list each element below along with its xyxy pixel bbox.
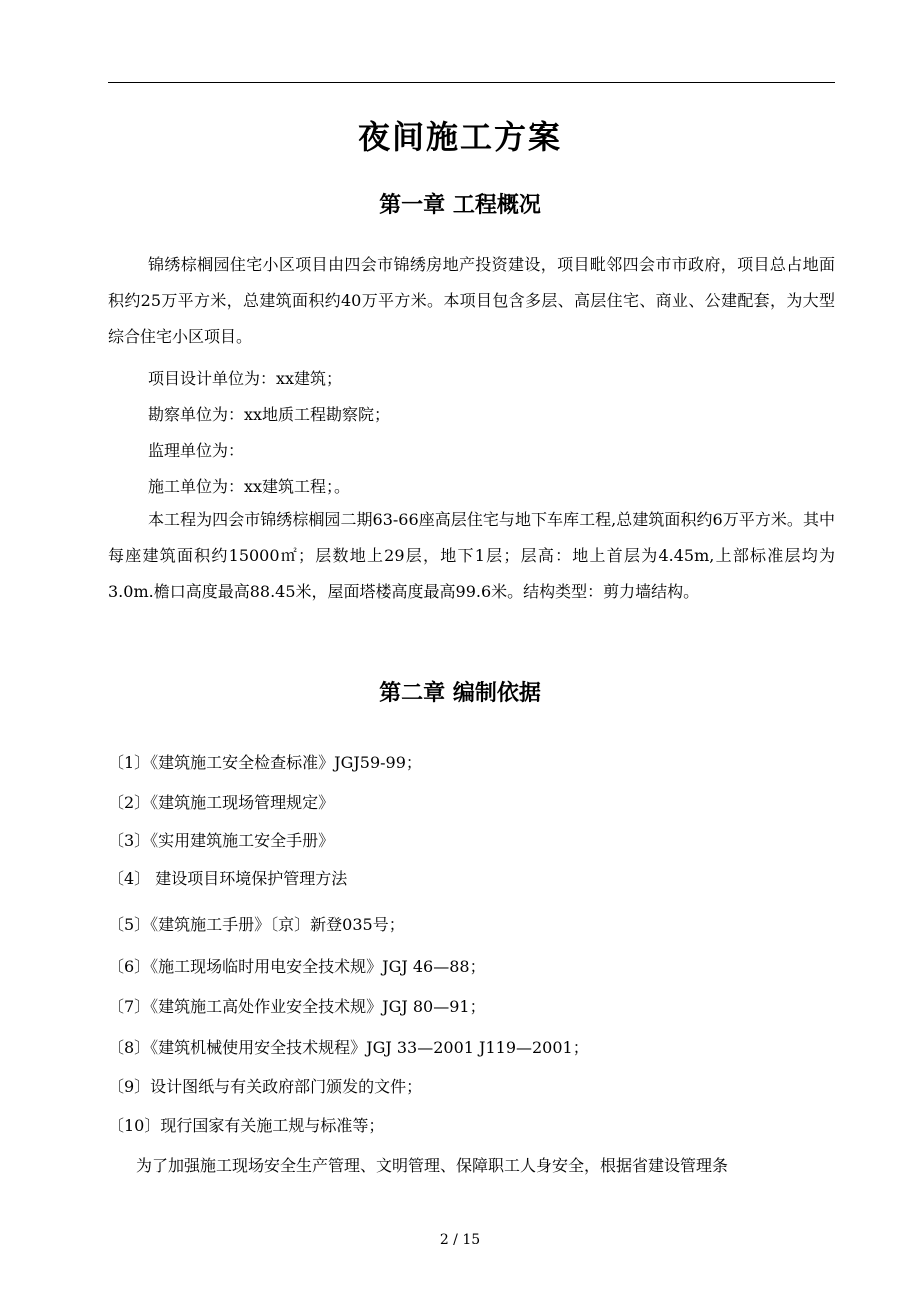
closing-line: 为了加强施工现场安全生产管理、文明管理、保障职工人身安全，根据省建设管理条 (136, 1156, 729, 1175)
basis-item: 〔3〕《实用建筑施工安全手册》 (108, 831, 335, 850)
basis-item: 〔9〕设计图纸与有关政府部门颁发的文件； (108, 1077, 423, 1096)
header-rule (108, 82, 835, 83)
document-title: 夜间施工方案 (357, 118, 562, 156)
basis-item: 〔1〕《建筑施工安全检查标准》JGJ59-99； (108, 753, 422, 772)
design-unit-line: 项目设计单位为：xx建筑； (148, 369, 343, 388)
survey-unit-line: 勘察单位为：xx地质工程勘察院； (148, 405, 391, 424)
basis-item: 〔4〕 建设项目环境保护管理方法 (108, 869, 348, 888)
basis-item: 〔6〕《施工现场临时用电安全技术规》JGJ 46—88； (108, 957, 486, 976)
page-number: 2 / 15 (439, 1232, 481, 1248)
basis-item: 〔5〕《建筑施工手册》〔京〕新登035号； (108, 915, 405, 934)
chapter-1-paragraph-1: 锦绣棕榈园住宅小区项目由四会市锦绣房地产投资建设，项目毗邻四会市市政府，项目总占地面积约25万平方米，总建筑面积约40万平方米。本项目包含多层、高层住宅、商业、公建配套，为大型综合住宅小区项目。 (108, 255, 835, 346)
basis-item: 〔10〕现行国家有关施工规与标准等； (108, 1116, 385, 1135)
basis-item: 〔8〕《建筑机械使用安全技术规程》JGJ 33—2001 J119—2001； (108, 1038, 589, 1057)
chapter-2-heading: 第二章 编制依据 (379, 681, 541, 706)
basis-item: 〔2〕《建筑施工现场管理规定》 (108, 793, 335, 812)
chapter-1-heading: 第一章 工程概况 (379, 193, 541, 218)
chapter-1-paragraph-2: 本工程为四会市锦绣棕榈园二期63-66座高层住宅与地下车库工程,总建筑面积约6万平方米。其中每座建筑面积约15000㎡；层数地上29层，地下1层；层高：地上首层为4.45m,上部标准层均为3.0m.檐口高度最高88.45米，屋面塔楼高度最高99.6米。结构类型：剪力墙结构。 (108, 510, 835, 601)
construction-unit-line: 施工单位为：xx建筑工程；。 (148, 477, 351, 496)
supervision-unit-line: 监理单位为： (148, 441, 245, 460)
basis-item: 〔7〕《建筑施工高处作业安全技术规》JGJ 80—91； (108, 997, 486, 1016)
